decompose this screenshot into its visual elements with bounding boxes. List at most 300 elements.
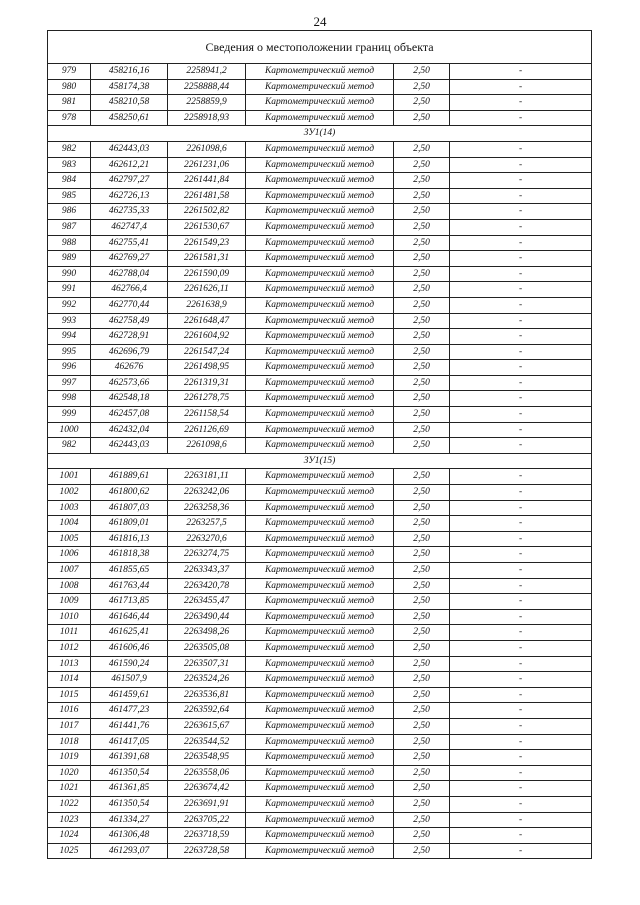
description-cell: -	[450, 547, 592, 563]
accuracy-cell: 2,50	[394, 173, 450, 189]
x-coordinate-cell: 458210,58	[91, 95, 168, 111]
accuracy-cell: 2,50	[394, 547, 450, 563]
x-coordinate-cell: 461606,46	[91, 640, 168, 656]
table-row	[48, 407, 592, 423]
x-coordinate-cell: 462766,4	[91, 282, 168, 298]
table-row	[48, 157, 592, 173]
description-cell: -	[450, 235, 592, 251]
point-number-cell: 1013	[48, 656, 91, 672]
y-coordinate-cell: 2263257,5	[168, 516, 246, 532]
point-number-cell: 989	[48, 251, 91, 267]
table-row	[48, 204, 592, 220]
accuracy-cell: 2,50	[394, 219, 450, 235]
x-coordinate-cell: 462443,03	[91, 438, 168, 454]
y-coordinate-cell: 2261638,9	[168, 297, 246, 313]
method-cell: Картометрический метод	[246, 204, 394, 220]
point-number-cell: 998	[48, 391, 91, 407]
accuracy-cell: 2,50	[394, 828, 450, 844]
accuracy-cell: 2,50	[394, 843, 450, 859]
point-number-cell: 1008	[48, 578, 91, 594]
method-cell: Картометрический метод	[246, 625, 394, 641]
description-cell: -	[450, 407, 592, 423]
description-cell: -	[450, 843, 592, 859]
table-row	[48, 828, 592, 844]
table-row	[48, 843, 592, 859]
y-coordinate-cell: 2261530,67	[168, 219, 246, 235]
point-number-cell: 1010	[48, 609, 91, 625]
x-coordinate-cell: 462432,04	[91, 422, 168, 438]
x-coordinate-cell: 461459,61	[91, 687, 168, 703]
table-row	[48, 251, 592, 267]
x-coordinate-cell: 462735,33	[91, 204, 168, 220]
y-coordinate-cell: 2261626,11	[168, 282, 246, 298]
y-coordinate-cell: 2263548,95	[168, 750, 246, 766]
description-cell: -	[450, 718, 592, 734]
accuracy-cell: 2,50	[394, 796, 450, 812]
accuracy-cell: 2,50	[394, 282, 450, 298]
description-cell: -	[450, 251, 592, 267]
accuracy-cell: 2,50	[394, 812, 450, 828]
point-number-cell: 999	[48, 407, 91, 423]
accuracy-cell: 2,50	[394, 781, 450, 797]
point-number-cell: 986	[48, 204, 91, 220]
y-coordinate-cell: 2263274,75	[168, 547, 246, 563]
section-header: ЗУ1(14)	[48, 126, 592, 142]
x-coordinate-cell: 461818,38	[91, 547, 168, 563]
description-cell: -	[450, 687, 592, 703]
description-cell: -	[450, 438, 592, 454]
accuracy-cell: 2,50	[394, 422, 450, 438]
point-number-cell: 1014	[48, 672, 91, 688]
point-number-cell: 1003	[48, 500, 91, 516]
accuracy-cell: 2,50	[394, 469, 450, 485]
y-coordinate-cell: 2261278,75	[168, 391, 246, 407]
page-number: 24	[313, 14, 327, 29]
point-number-cell: 992	[48, 297, 91, 313]
y-coordinate-cell: 2263455,47	[168, 594, 246, 610]
accuracy-cell: 2,50	[394, 344, 450, 360]
y-coordinate-cell: 2261231,06	[168, 157, 246, 173]
y-coordinate-cell: 2263691,91	[168, 796, 246, 812]
y-coordinate-cell: 2263258,36	[168, 500, 246, 516]
description-cell: -	[450, 531, 592, 547]
x-coordinate-cell: 461417,05	[91, 734, 168, 750]
point-number-cell: 997	[48, 375, 91, 391]
method-cell: Картометрический метод	[246, 640, 394, 656]
accuracy-cell: 2,50	[394, 734, 450, 750]
x-coordinate-cell: 458216,16	[91, 64, 168, 80]
table-row	[48, 547, 592, 563]
method-cell: Картометрический метод	[246, 516, 394, 532]
accuracy-cell: 2,50	[394, 563, 450, 579]
y-coordinate-cell: 2263718,59	[168, 828, 246, 844]
table-row	[48, 391, 592, 407]
y-coordinate-cell: 2258859,9	[168, 95, 246, 111]
point-number-cell: 1007	[48, 563, 91, 579]
table-row	[48, 734, 592, 750]
table-row	[48, 703, 592, 719]
table-row	[48, 578, 592, 594]
point-number-cell: 1000	[48, 422, 91, 438]
y-coordinate-cell: 2258918,93	[168, 110, 246, 126]
x-coordinate-cell: 462676	[91, 360, 168, 376]
table-row	[48, 609, 592, 625]
x-coordinate-cell: 461855,65	[91, 563, 168, 579]
x-coordinate-cell: 461816,13	[91, 531, 168, 547]
y-coordinate-cell: 2263420,78	[168, 578, 246, 594]
accuracy-cell: 2,50	[394, 188, 450, 204]
accuracy-cell: 2,50	[394, 297, 450, 313]
description-cell: -	[450, 640, 592, 656]
y-coordinate-cell: 2263505,08	[168, 640, 246, 656]
accuracy-cell: 2,50	[394, 718, 450, 734]
method-cell: Картометрический метод	[246, 251, 394, 267]
x-coordinate-cell: 461763,44	[91, 578, 168, 594]
method-cell: Картометрический метод	[246, 407, 394, 423]
x-coordinate-cell: 462548,18	[91, 391, 168, 407]
x-coordinate-cell: 462612,21	[91, 157, 168, 173]
y-coordinate-cell: 2261098,6	[168, 141, 246, 157]
description-cell: -	[450, 110, 592, 126]
table-row	[48, 79, 592, 95]
method-cell: Картометрический метод	[246, 173, 394, 189]
method-cell: Картометрический метод	[246, 313, 394, 329]
description-cell: -	[450, 204, 592, 220]
point-number-cell: 1024	[48, 828, 91, 844]
method-cell: Картометрический метод	[246, 235, 394, 251]
method-cell: Картометрический метод	[246, 734, 394, 750]
method-cell: Картометрический метод	[246, 765, 394, 781]
accuracy-cell: 2,50	[394, 609, 450, 625]
description-cell: -	[450, 516, 592, 532]
accuracy-cell: 2,50	[394, 750, 450, 766]
description-cell: -	[450, 796, 592, 812]
table-row	[48, 375, 592, 391]
description-cell: -	[450, 95, 592, 111]
table-row	[48, 750, 592, 766]
y-coordinate-cell: 2261581,31	[168, 251, 246, 267]
method-cell: Картометрический метод	[246, 79, 394, 95]
y-coordinate-cell: 2263705,22	[168, 812, 246, 828]
description-cell: -	[450, 141, 592, 157]
description-cell: -	[450, 297, 592, 313]
accuracy-cell: 2,50	[394, 438, 450, 454]
description-cell: -	[450, 219, 592, 235]
x-coordinate-cell: 462728,91	[91, 329, 168, 345]
point-number-cell: 994	[48, 329, 91, 345]
accuracy-cell: 2,50	[394, 485, 450, 501]
table-row	[48, 438, 592, 454]
description-cell: -	[450, 563, 592, 579]
x-coordinate-cell: 461361,85	[91, 781, 168, 797]
x-coordinate-cell: 461477,23	[91, 703, 168, 719]
method-cell: Картометрический метод	[246, 672, 394, 688]
point-number-cell: 982	[48, 141, 91, 157]
description-cell: -	[450, 329, 592, 345]
method-cell: Картометрический метод	[246, 843, 394, 859]
table-row	[48, 329, 592, 345]
y-coordinate-cell: 2261549,23	[168, 235, 246, 251]
point-number-cell: 1017	[48, 718, 91, 734]
x-coordinate-cell: 461807,03	[91, 500, 168, 516]
x-coordinate-cell: 462788,04	[91, 266, 168, 282]
point-number-cell: 1009	[48, 594, 91, 610]
point-number-cell: 1021	[48, 781, 91, 797]
description-cell: -	[450, 750, 592, 766]
table-row	[48, 516, 592, 532]
method-cell: Картометрический метод	[246, 219, 394, 235]
method-cell: Картометрический метод	[246, 594, 394, 610]
method-cell: Картометрический метод	[246, 656, 394, 672]
description-cell: -	[450, 828, 592, 844]
point-number-cell: 1022	[48, 796, 91, 812]
description-cell: -	[450, 703, 592, 719]
description-cell: -	[450, 422, 592, 438]
point-number-cell: 995	[48, 344, 91, 360]
description-cell: -	[450, 157, 592, 173]
x-coordinate-cell: 461713,85	[91, 594, 168, 610]
x-coordinate-cell: 462758,49	[91, 313, 168, 329]
point-number-cell: 1004	[48, 516, 91, 532]
description-cell: -	[450, 765, 592, 781]
accuracy-cell: 2,50	[394, 765, 450, 781]
description-cell: -	[450, 672, 592, 688]
accuracy-cell: 2,50	[394, 266, 450, 282]
description-cell: -	[450, 360, 592, 376]
method-cell: Картометрический метод	[246, 485, 394, 501]
description-cell: -	[450, 64, 592, 80]
x-coordinate-cell: 461350,54	[91, 765, 168, 781]
accuracy-cell: 2,50	[394, 110, 450, 126]
point-number-cell: 979	[48, 64, 91, 80]
table-row	[48, 656, 592, 672]
point-number-cell: 1012	[48, 640, 91, 656]
method-cell: Картометрический метод	[246, 750, 394, 766]
table-row	[48, 594, 592, 610]
y-coordinate-cell: 2263558,06	[168, 765, 246, 781]
point-number-cell: 996	[48, 360, 91, 376]
x-coordinate-cell: 461625,41	[91, 625, 168, 641]
description-cell: -	[450, 469, 592, 485]
x-coordinate-cell: 462770,44	[91, 297, 168, 313]
method-cell: Картометрический метод	[246, 703, 394, 719]
y-coordinate-cell: 2263242,06	[168, 485, 246, 501]
y-coordinate-cell: 2263544,52	[168, 734, 246, 750]
y-coordinate-cell: 2258888,44	[168, 79, 246, 95]
description-cell: -	[450, 609, 592, 625]
x-coordinate-cell: 462755,41	[91, 235, 168, 251]
accuracy-cell: 2,50	[394, 64, 450, 80]
table-row	[48, 469, 592, 485]
method-cell: Картометрический метод	[246, 360, 394, 376]
method-cell: Картометрический метод	[246, 375, 394, 391]
point-number-cell: 1018	[48, 734, 91, 750]
y-coordinate-cell: 2261319,31	[168, 375, 246, 391]
method-cell: Картометрический метод	[246, 282, 394, 298]
x-coordinate-cell: 461306,48	[91, 828, 168, 844]
description-cell: -	[450, 734, 592, 750]
table-row	[48, 765, 592, 781]
accuracy-cell: 2,50	[394, 656, 450, 672]
x-coordinate-cell: 462573,66	[91, 375, 168, 391]
accuracy-cell: 2,50	[394, 625, 450, 641]
y-coordinate-cell: 2263615,67	[168, 718, 246, 734]
y-coordinate-cell: 2261481,58	[168, 188, 246, 204]
point-number-cell: 1020	[48, 765, 91, 781]
x-coordinate-cell: 462769,27	[91, 251, 168, 267]
table-row	[48, 297, 592, 313]
point-number-cell: 993	[48, 313, 91, 329]
method-cell: Картометрический метод	[246, 297, 394, 313]
y-coordinate-cell: 2261126,69	[168, 422, 246, 438]
y-coordinate-cell: 2261547,24	[168, 344, 246, 360]
x-coordinate-cell: 461646,44	[91, 609, 168, 625]
table-row	[48, 563, 592, 579]
point-number-cell: 1006	[48, 547, 91, 563]
point-number-cell: 1005	[48, 531, 91, 547]
y-coordinate-cell: 2263181,11	[168, 469, 246, 485]
accuracy-cell: 2,50	[394, 516, 450, 532]
table-body	[48, 31, 592, 859]
x-coordinate-cell: 461334,27	[91, 812, 168, 828]
description-cell: -	[450, 266, 592, 282]
section-header-row	[48, 126, 592, 142]
description-cell: -	[450, 625, 592, 641]
method-cell: Картометрический метод	[246, 531, 394, 547]
table-row	[48, 282, 592, 298]
accuracy-cell: 2,50	[394, 204, 450, 220]
method-cell: Картометрический метод	[246, 266, 394, 282]
table-row	[48, 718, 592, 734]
table-row	[48, 95, 592, 111]
table-row	[48, 266, 592, 282]
description-cell: -	[450, 594, 592, 610]
method-cell: Картометрический метод	[246, 547, 394, 563]
description-cell: -	[450, 173, 592, 189]
x-coordinate-cell: 461350,54	[91, 796, 168, 812]
x-coordinate-cell: 462726,13	[91, 188, 168, 204]
point-number-cell: 980	[48, 79, 91, 95]
table-title: Сведения о местоположении границ объекта	[48, 31, 592, 64]
y-coordinate-cell: 2261590,09	[168, 266, 246, 282]
y-coordinate-cell: 2263728,58	[168, 843, 246, 859]
point-number-cell: 988	[48, 235, 91, 251]
accuracy-cell: 2,50	[394, 640, 450, 656]
table-row	[48, 672, 592, 688]
description-cell: -	[450, 188, 592, 204]
section-header-row	[48, 453, 592, 469]
table-row	[48, 781, 592, 797]
table-row	[48, 173, 592, 189]
description-cell: -	[450, 282, 592, 298]
x-coordinate-cell: 461293,07	[91, 843, 168, 859]
point-number-cell: 990	[48, 266, 91, 282]
accuracy-cell: 2,50	[394, 95, 450, 111]
y-coordinate-cell: 2263507,31	[168, 656, 246, 672]
method-cell: Картометрический метод	[246, 391, 394, 407]
y-coordinate-cell: 2261158,54	[168, 407, 246, 423]
table-row	[48, 796, 592, 812]
x-coordinate-cell: 462457,08	[91, 407, 168, 423]
x-coordinate-cell: 458250,61	[91, 110, 168, 126]
point-number-cell: 981	[48, 95, 91, 111]
accuracy-cell: 2,50	[394, 672, 450, 688]
description-cell: -	[450, 485, 592, 501]
table-row	[48, 422, 592, 438]
point-number-cell: 1016	[48, 703, 91, 719]
y-coordinate-cell: 2263536,81	[168, 687, 246, 703]
method-cell: Картометрический метод	[246, 828, 394, 844]
description-cell: -	[450, 375, 592, 391]
method-cell: Картометрический метод	[246, 422, 394, 438]
description-cell: -	[450, 812, 592, 828]
table-row	[48, 812, 592, 828]
y-coordinate-cell: 2261502,82	[168, 204, 246, 220]
point-number-cell: 1019	[48, 750, 91, 766]
y-coordinate-cell: 2263674,42	[168, 781, 246, 797]
x-coordinate-cell: 461391,68	[91, 750, 168, 766]
method-cell: Картометрический метод	[246, 718, 394, 734]
point-number-cell: 1001	[48, 469, 91, 485]
table-row	[48, 235, 592, 251]
accuracy-cell: 2,50	[394, 329, 450, 345]
table-row	[48, 219, 592, 235]
point-number-cell: 987	[48, 219, 91, 235]
description-cell: -	[450, 344, 592, 360]
point-number-cell: 1015	[48, 687, 91, 703]
y-coordinate-cell: 2263524,26	[168, 672, 246, 688]
table-row	[48, 64, 592, 80]
table-row	[48, 625, 592, 641]
accuracy-cell: 2,50	[394, 375, 450, 391]
point-number-cell: 985	[48, 188, 91, 204]
x-coordinate-cell: 462797,27	[91, 173, 168, 189]
x-coordinate-cell: 461507,9	[91, 672, 168, 688]
accuracy-cell: 2,50	[394, 500, 450, 516]
y-coordinate-cell: 2261098,6	[168, 438, 246, 454]
section-header: ЗУ1(15)	[48, 453, 592, 469]
method-cell: Картометрический метод	[246, 329, 394, 345]
method-cell: Картометрический метод	[246, 141, 394, 157]
point-number-cell: 1023	[48, 812, 91, 828]
accuracy-cell: 2,50	[394, 594, 450, 610]
x-coordinate-cell: 458174,38	[91, 79, 168, 95]
point-number-cell: 1002	[48, 485, 91, 501]
point-number-cell: 982	[48, 438, 91, 454]
method-cell: Картометрический метод	[246, 157, 394, 173]
method-cell: Картометрический метод	[246, 578, 394, 594]
y-coordinate-cell: 2258941,2	[168, 64, 246, 80]
point-number-cell: 978	[48, 110, 91, 126]
x-coordinate-cell: 461800,62	[91, 485, 168, 501]
y-coordinate-cell: 2263270,6	[168, 531, 246, 547]
accuracy-cell: 2,50	[394, 578, 450, 594]
point-number-cell: 983	[48, 157, 91, 173]
point-number-cell: 1011	[48, 625, 91, 641]
method-cell: Картометрический метод	[246, 469, 394, 485]
accuracy-cell: 2,50	[394, 313, 450, 329]
table-title-row	[48, 31, 592, 64]
method-cell: Картометрический метод	[246, 812, 394, 828]
table-row	[48, 313, 592, 329]
x-coordinate-cell: 461441,76	[91, 718, 168, 734]
accuracy-cell: 2,50	[394, 407, 450, 423]
description-cell: -	[450, 391, 592, 407]
point-number-cell: 984	[48, 173, 91, 189]
description-cell: -	[450, 500, 592, 516]
x-coordinate-cell: 462747,4	[91, 219, 168, 235]
accuracy-cell: 2,50	[394, 531, 450, 547]
